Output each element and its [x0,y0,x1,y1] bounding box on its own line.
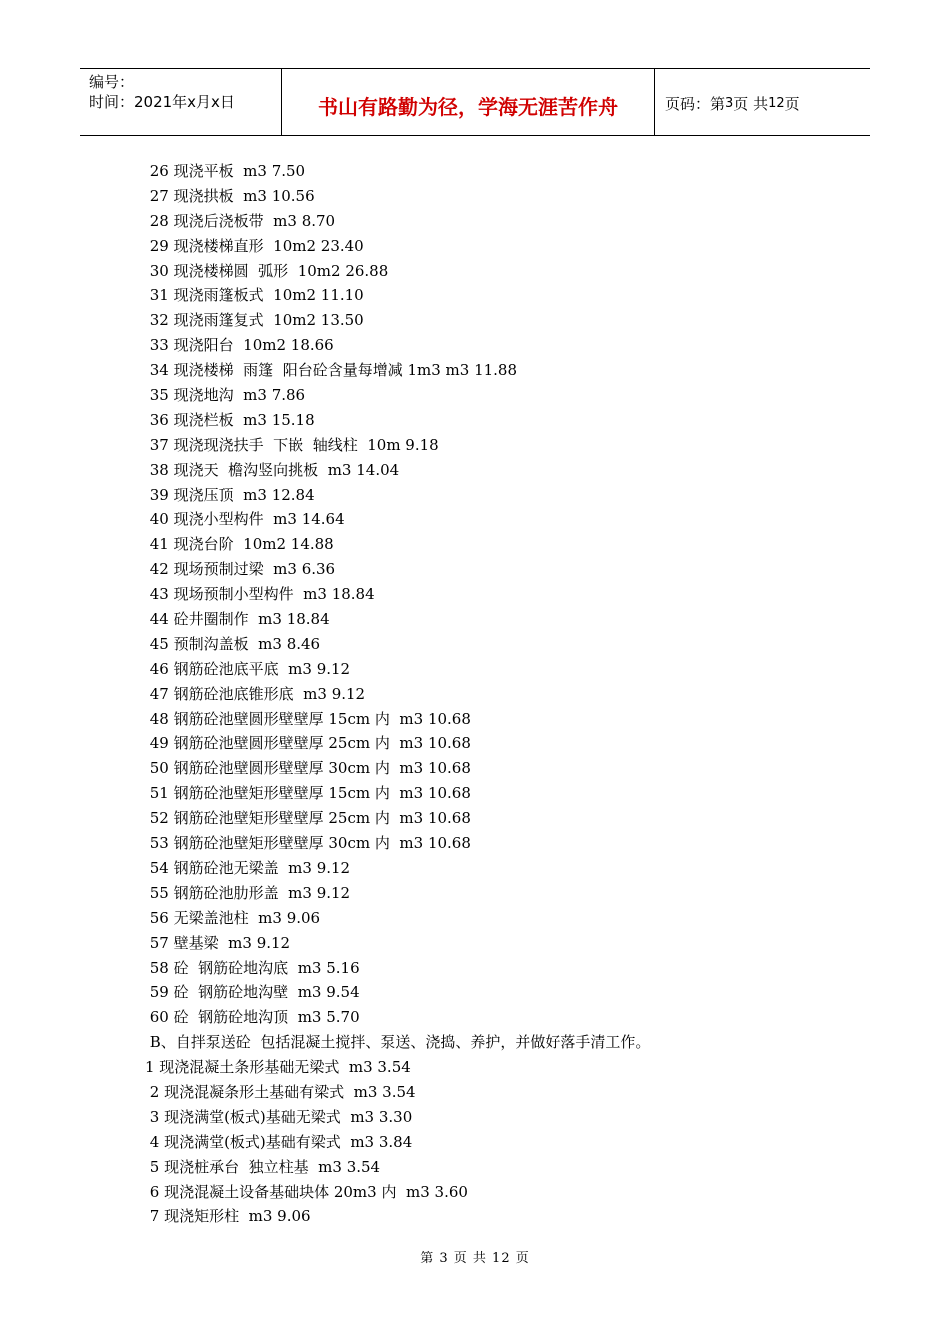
document-line: 37 现浇现浇扶手 下嵌 轴线柱 10m 9.18 [145,435,439,454]
header-page-info [655,69,870,135]
document-line: 58 砼 钢筋砼地沟底 m3 5.16 [145,958,360,977]
document-line: 2 现浇混凝条形土基础有梁式 m3 3.54 [145,1082,416,1101]
document-line: 51 钢筋砼池壁矩形壁壁厚 15cm 内 m3 10.68 [145,784,471,803]
document-line: 38 现浇天 檐沟竖向挑板 m3 14.04 [145,460,400,479]
document-line: 49 钢筋砼池壁圆形壁壁厚 25cm 内 m3 10.68 [145,734,471,753]
document-line: 3 现浇满堂(板式)基础无梁式 m3 3.30 [145,1107,413,1126]
document-line: 45 预制沟盖板 m3 8.46 [145,634,321,653]
document-line: 4 现浇满堂(板式)基础有梁式 m3 3.84 [145,1132,413,1151]
document-line: 7 现浇矩形柱 m3 9.06 [145,1207,311,1226]
header-meta [80,69,282,135]
document-line: 53 钢筋砼池壁矩形壁壁厚 30cm 内 m3 10.68 [145,834,471,853]
document-number-label: 编号： [89,73,135,91]
page-total: 12 [768,95,785,111]
document-line: 39 现浇压顶 m3 12.84 [145,485,315,504]
page-header [80,68,870,136]
document-line: 52 钢筋砼池壁矩形壁壁厚 25cm 内 m3 10.68 [145,809,471,828]
document-line: 36 现浇栏板 m3 15.18 [145,410,315,429]
document-line: 29 现浇楼梯直形 10m2 23.40 [145,236,364,255]
document-line: 44 砼井圈制作 m3 18.84 [145,610,330,629]
document-line: 59 砼 钢筋砼地沟壁 m3 9.54 [145,983,360,1002]
document-line: 57 壁基梁 m3 9.12 [145,933,291,952]
document-line: 41 现浇台阶 10m2 14.88 [145,535,334,554]
document-line: 48 钢筋砼池壁圆形壁壁厚 15cm 内 m3 10.68 [145,709,471,728]
document-line: 60 砼 钢筋砼地沟顶 m3 5.70 [145,1008,360,1027]
document-body [145,159,865,1229]
document-line: 34 现浇楼梯 雨篷 阳台砼含量每增减 1m3 m3 11.88 [145,361,518,380]
document-line: 55 钢筋砼池肋形盖 m3 9.12 [145,883,351,902]
document-line: 50 钢筋砼池壁圆形壁壁厚 30cm 内 m3 10.68 [145,759,471,778]
document-line: 28 现浇后浇板带 m3 8.70 [145,211,336,230]
document-line: 42 现场预制过梁 m3 6.36 [145,560,336,579]
document-line: 33 现浇阳台 10m2 18.66 [145,336,334,355]
page-current: 3 [725,95,734,111]
page-suffix: 页 [784,94,800,113]
document-line: 46 钢筋砼池底平底 m3 9.12 [145,659,351,678]
document-line: 30 现浇楼梯圆 弧形 10m2 26.88 [145,261,389,280]
document-line: B、自拌泵送砼 包括混凝土搅拌、泵送、浇捣、养护，并做好落手清工作。 [145,1033,651,1052]
document-line: 47 钢筋砼池底锥形底 m3 9.12 [145,684,366,703]
document-line: 27 现浇拱板 m3 10.56 [145,186,315,205]
document-line: 31 现浇雨篷板式 10m2 11.10 [145,286,364,305]
document-line: 40 现浇小型构件 m3 14.64 [145,510,345,529]
document-line: 56 无梁盖池柱 m3 9.06 [145,908,321,927]
document-line: 1 现浇混凝土条形基础无梁式 m3 3.54 [145,1058,411,1077]
document-line: 26 现浇平板 m3 7.50 [145,162,306,180]
page-mid: 页 共 [733,94,769,113]
document-date: 时间：2021年x月x日 [89,93,235,111]
header-motto: 书山有路勤为径，学海无涯苦作舟 [282,69,655,135]
page-prefix: 页码：第 [665,94,726,113]
document-line: 6 现浇混凝土设备基础块体 20m3 内 m3 3.60 [145,1182,468,1201]
document-line: 32 现浇雨篷复式 10m2 13.50 [145,311,364,330]
document-line: 35 现浇地沟 m3 7.86 [145,386,306,405]
page-footer: 第 3 页 共 12 页 [420,1251,530,1266]
document-line: 5 现浇桩承台 独立柱基 m3 3.54 [145,1157,381,1176]
document-line: 54 钢筋砼池无梁盖 m3 9.12 [145,858,351,877]
document-line: 43 现场预制小型构件 m3 18.84 [145,585,375,604]
